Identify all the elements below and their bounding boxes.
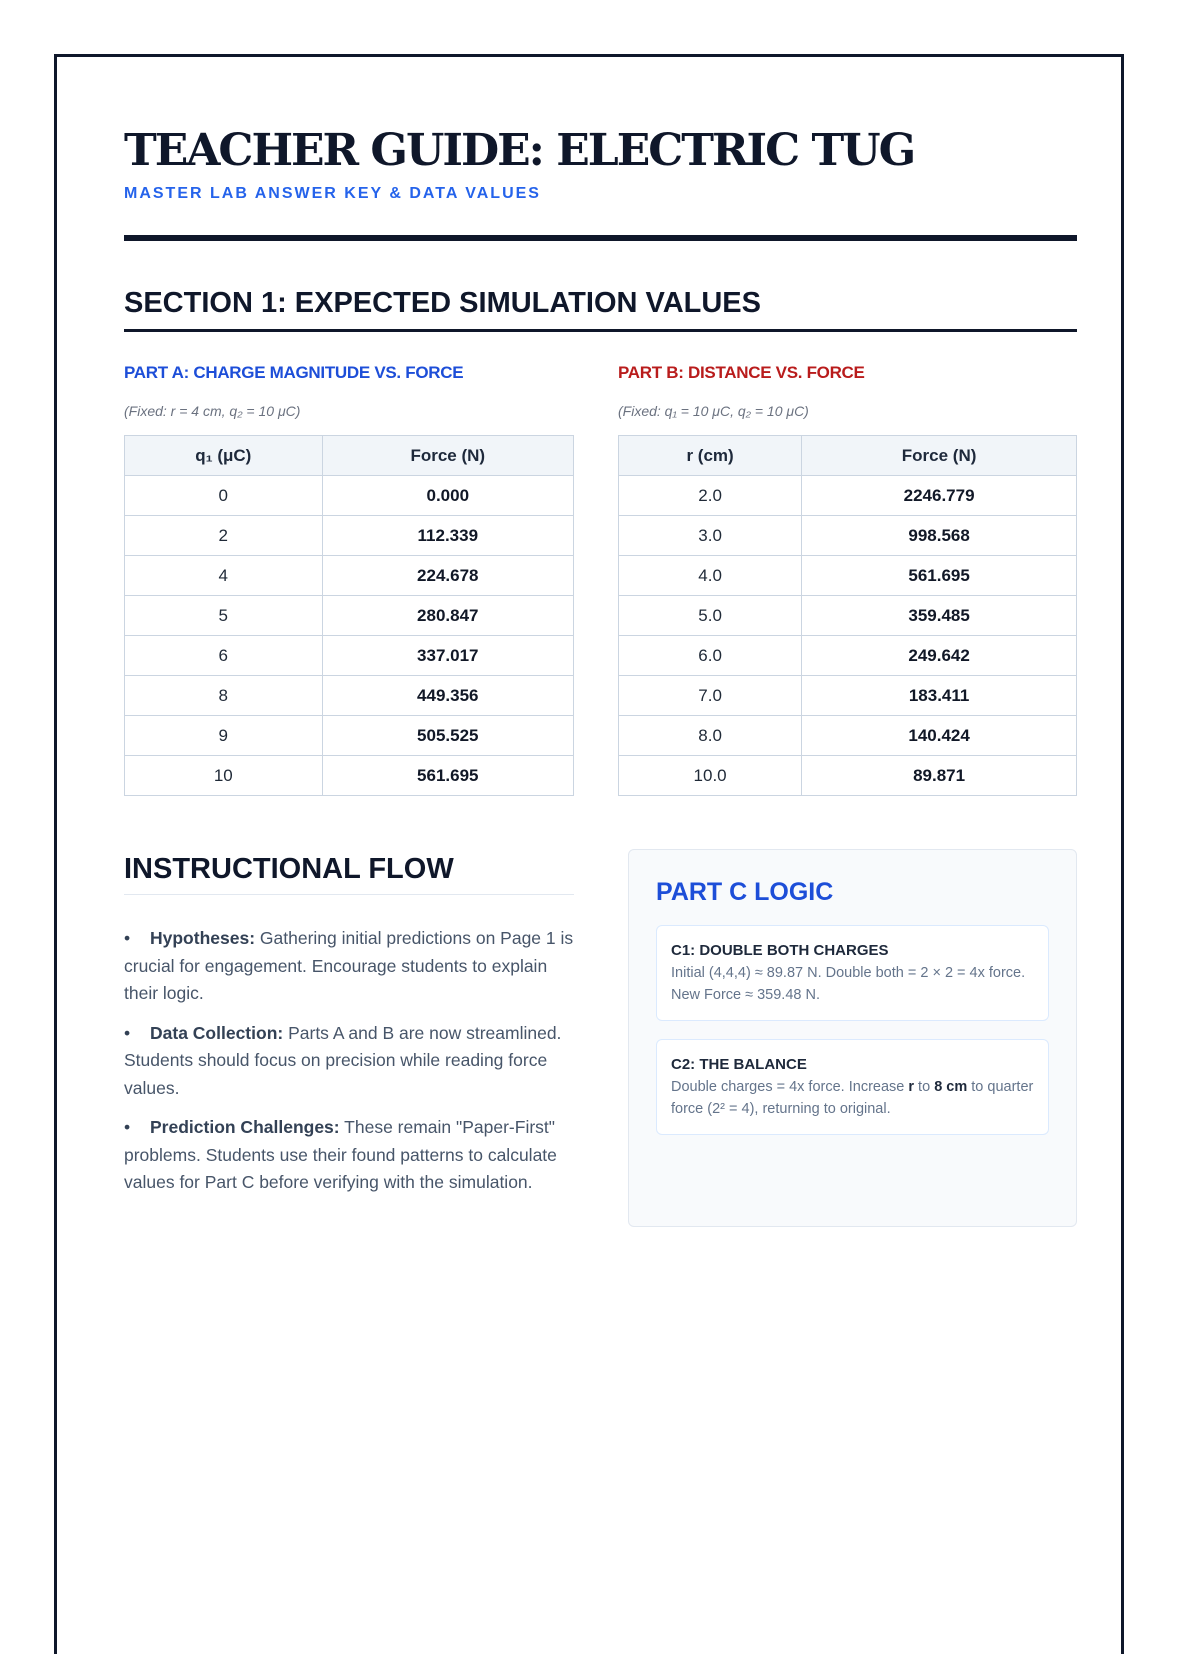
logic-title: PART C LOGIC	[656, 878, 834, 906]
part-a-table	[124, 435, 574, 796]
value-cell: 9	[125, 716, 323, 756]
value-cell: 0	[125, 476, 323, 516]
force-cell: 183.411	[802, 676, 1077, 716]
value-cell: 8	[125, 676, 323, 716]
header-cell: q₁ (μC)	[125, 436, 323, 476]
value-cell: 7.0	[619, 676, 802, 716]
page-title: TEACHER GUIDE: ELECTRIC TUG	[124, 125, 915, 176]
force-cell: 140.424	[802, 716, 1077, 756]
list-item: • Hypotheses: Gathering initial predictions on Page 1 is crucial for engagement. Encourage students to explain their logic.	[124, 928, 574, 1003]
value-cell: 4	[125, 556, 323, 596]
part-a-title: PART A: CHARGE MAGNITUDE VS. FORCE	[124, 363, 464, 382]
table-row	[619, 556, 1077, 596]
value-cell: 10.0	[619, 756, 802, 796]
value-cell: 6	[125, 636, 323, 676]
instructional-flow	[124, 853, 574, 1209]
part-b-table	[618, 435, 1077, 796]
document-page	[54, 54, 1124, 1654]
table-row	[125, 636, 574, 676]
force-cell: 561.695	[802, 556, 1077, 596]
item-label: Data Collection:	[150, 1022, 284, 1043]
header-cell: Force (N)	[802, 436, 1077, 476]
force-cell: 249.642	[802, 636, 1077, 676]
part-b-fixed: (Fixed: q₁ = 10 μC, q₂ = 10 μC)	[618, 403, 809, 419]
card-title: C1: DOUBLE BOTH CHARGES	[671, 942, 889, 959]
table-row	[619, 716, 1077, 756]
table-row	[619, 636, 1077, 676]
force-cell: 112.339	[322, 516, 573, 556]
value-cell: 2	[125, 516, 323, 556]
force-cell: 998.568	[802, 516, 1077, 556]
card-text	[671, 1076, 1034, 1120]
card-text: Initial (4,4,4) ≈ 89.87 N. Double both = 2 × 2 = 4x force. New Force ≈ 359.48 N.	[671, 965, 1026, 1003]
force-cell: 449.356	[322, 676, 573, 716]
item-text: These remain "Paper-First" problems. Students use their found patterns to calculate values for Part C before verifying with the simulation.	[124, 1117, 557, 1192]
list-item: • Data Collection: Parts A and B are now streamlined. Students should focus on precision while reading force values.	[124, 1022, 562, 1098]
value-cell: 5.0	[619, 596, 802, 636]
force-cell: 224.678	[322, 556, 573, 596]
header-cell: r (cm)	[619, 436, 802, 476]
text: r	[908, 1079, 915, 1095]
value-cell: 4.0	[619, 556, 802, 596]
item-text: Gathering initial predictions on Page 1 is crucial for engagement. Encourage students to explain their logic.	[124, 928, 574, 1003]
text: to quarter force (2² = 4), returning to original.	[671, 1079, 1034, 1117]
flow-title: INSTRUCTIONAL FLOW	[124, 853, 574, 895]
table-row	[125, 476, 574, 516]
part-b	[618, 363, 1077, 796]
text: Double charges = 4x force. Increase	[671, 1079, 909, 1095]
logic-card-c2	[656, 1039, 1049, 1135]
force-cell: 561.695	[322, 756, 573, 796]
value-cell: 5	[125, 596, 323, 636]
part-a	[124, 363, 574, 796]
table-row	[125, 516, 574, 556]
page-subtitle: MASTER LAB ANSWER KEY & DATA VALUES	[124, 185, 541, 202]
table-row	[619, 676, 1077, 716]
part-c-logic-panel	[628, 849, 1077, 1227]
divider	[124, 235, 1077, 241]
text: 8 cm	[934, 1079, 968, 1095]
value-cell: 6.0	[619, 636, 802, 676]
value-cell: 10	[125, 756, 323, 796]
item-text: Parts A and B are now streamlined. Students should focus on precision while reading force values.	[124, 1022, 562, 1098]
text: to	[914, 1079, 935, 1095]
force-cell: 0.000	[322, 476, 573, 516]
section-heading: SECTION 1: EXPECTED SIMULATION VALUES	[124, 287, 761, 319]
table-row	[125, 556, 574, 596]
force-cell: 2246.779	[802, 476, 1077, 516]
force-cell: 89.871	[802, 756, 1077, 796]
card-title: C2: THE BALANCE	[671, 1056, 807, 1073]
value-cell: 8.0	[619, 716, 802, 756]
logic-card-c1	[656, 925, 1049, 1021]
table-row	[125, 676, 574, 716]
value-cell: 3.0	[619, 516, 802, 556]
table-row	[125, 596, 574, 636]
force-cell: 337.017	[322, 636, 573, 676]
table-row	[619, 476, 1077, 516]
table-row	[619, 756, 1077, 796]
table-row	[619, 516, 1077, 556]
item-label: Prediction Challenges:	[150, 1117, 340, 1137]
part-b-title: PART B: DISTANCE VS. FORCE	[618, 363, 865, 382]
header-cell: Force (N)	[322, 436, 573, 476]
part-a-fixed: (Fixed: r = 4 cm, q₂ = 10 μC)	[124, 403, 301, 419]
force-cell: 359.485	[802, 596, 1077, 636]
divider	[124, 329, 1077, 332]
table-row	[619, 596, 1077, 636]
table-row	[125, 716, 574, 756]
list-item: • Prediction Challenges: These remain "Paper-First" problems. Students use their found patterns to calculate values for Part C before verifying with the simulation.	[124, 1117, 557, 1192]
item-label: Hypotheses:	[150, 928, 256, 948]
value-cell: 2.0	[619, 476, 802, 516]
force-cell: 505.525	[322, 716, 573, 756]
force-cell: 280.847	[322, 596, 573, 636]
table-row	[125, 756, 574, 796]
